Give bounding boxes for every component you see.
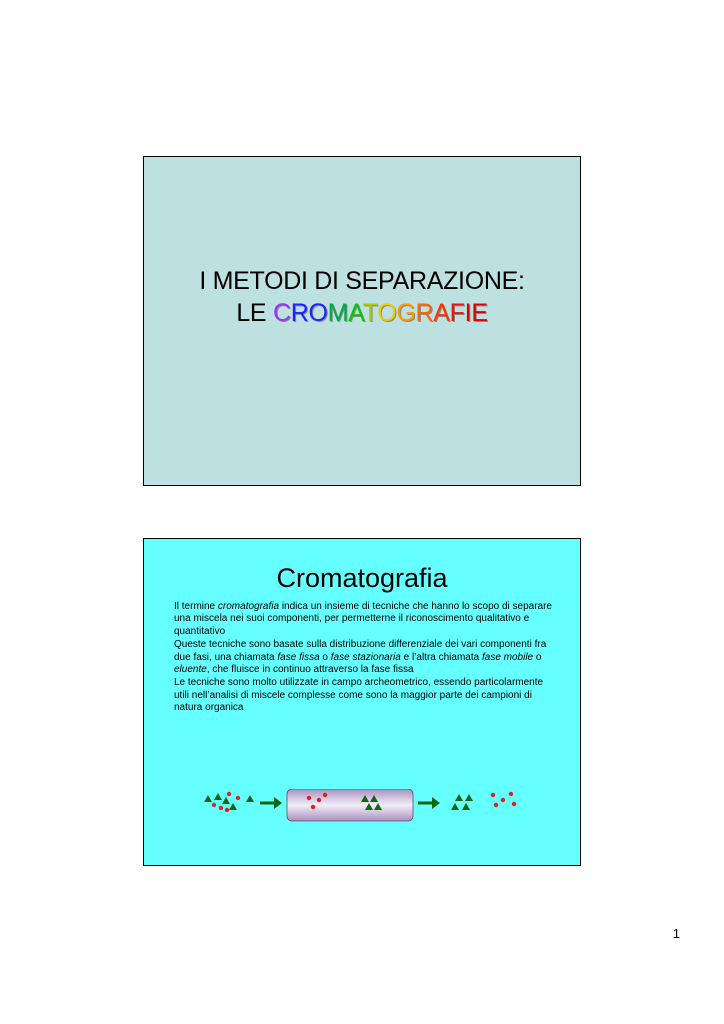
rainbow-letter: M bbox=[327, 299, 349, 327]
slide-2 bbox=[143, 538, 581, 866]
rainbow-letter: G bbox=[396, 299, 416, 327]
text: Il termine bbox=[174, 601, 218, 612]
title-line-1: I METODI DI SEPARAZIONE: bbox=[199, 267, 525, 295]
separated-triangles bbox=[451, 794, 473, 810]
italic-term: fase mobile bbox=[481, 651, 534, 663]
rainbow-letter: O bbox=[308, 299, 328, 327]
rainbow-letter: I bbox=[464, 299, 472, 327]
separated-dots bbox=[491, 792, 516, 807]
paragraph-3: Le tecniche sono molto utilizzate in campo archeometrico, essendo particolarmente utili nell’analisi di miscele complesse come sono la maggior parte dei campioni di natura organica bbox=[174, 677, 544, 714]
column-icon bbox=[287, 789, 413, 821]
italic-term: eluente bbox=[174, 664, 207, 676]
dot-icon bbox=[236, 796, 240, 800]
rainbow-letter: F bbox=[449, 299, 465, 327]
slide-2-body bbox=[174, 601, 558, 716]
dot-icon bbox=[225, 808, 229, 812]
title-line-2 bbox=[144, 297, 580, 329]
separation-diagram bbox=[202, 789, 532, 829]
slide-2-title: Cromatografia bbox=[276, 563, 448, 593]
mixture-group bbox=[204, 792, 254, 812]
rainbow-letter: O bbox=[377, 299, 397, 327]
italic-term: cromatografia bbox=[217, 601, 280, 612]
rainbow-letter: R bbox=[415, 299, 434, 327]
text: , che fluisce in continuo attraverso la fase fissa bbox=[206, 664, 414, 676]
arrow-icon bbox=[418, 797, 440, 809]
text: o bbox=[533, 651, 542, 663]
rainbow-word bbox=[273, 299, 488, 327]
triangle-icon bbox=[222, 797, 230, 804]
rainbow-letter: A bbox=[433, 299, 450, 327]
dot-icon bbox=[219, 806, 223, 810]
rainbow-letter: R bbox=[290, 299, 309, 327]
rainbow-letter: C bbox=[272, 299, 291, 327]
triangle-icon bbox=[204, 795, 212, 802]
rainbow-letter: T bbox=[362, 299, 378, 327]
triangle-icon bbox=[229, 803, 237, 810]
paragraph-1 bbox=[174, 601, 558, 638]
text: o bbox=[319, 651, 331, 663]
triangle-icon bbox=[214, 793, 222, 800]
title-prefix: LE bbox=[236, 299, 273, 327]
slide-1 bbox=[143, 156, 581, 486]
text: indica un insieme di tecniche che hanno lo scopo di separare una miscela nei suoi componenti, per permetterne il riconoscimento qualitativo e quantitativo bbox=[174, 601, 552, 637]
dot-icon bbox=[227, 792, 231, 796]
paragraph-2 bbox=[174, 639, 558, 676]
rainbow-letter: A bbox=[348, 299, 363, 327]
rainbow-letter: E bbox=[471, 299, 488, 327]
slide-1-title bbox=[144, 265, 580, 329]
italic-term: fase stazionaria bbox=[330, 651, 401, 663]
italic-term: fase fissa bbox=[277, 651, 320, 663]
page-number: 1 bbox=[672, 926, 680, 941]
triangle-icon bbox=[246, 795, 254, 802]
text: Queste tecniche sono basate sulla distribuzione differenziale dei vari componenti fra due fasi, una chiamata bbox=[174, 639, 547, 663]
dot-icon bbox=[212, 803, 216, 807]
text: e l’altra chiamata bbox=[400, 651, 482, 663]
arrow-icon bbox=[260, 797, 282, 809]
